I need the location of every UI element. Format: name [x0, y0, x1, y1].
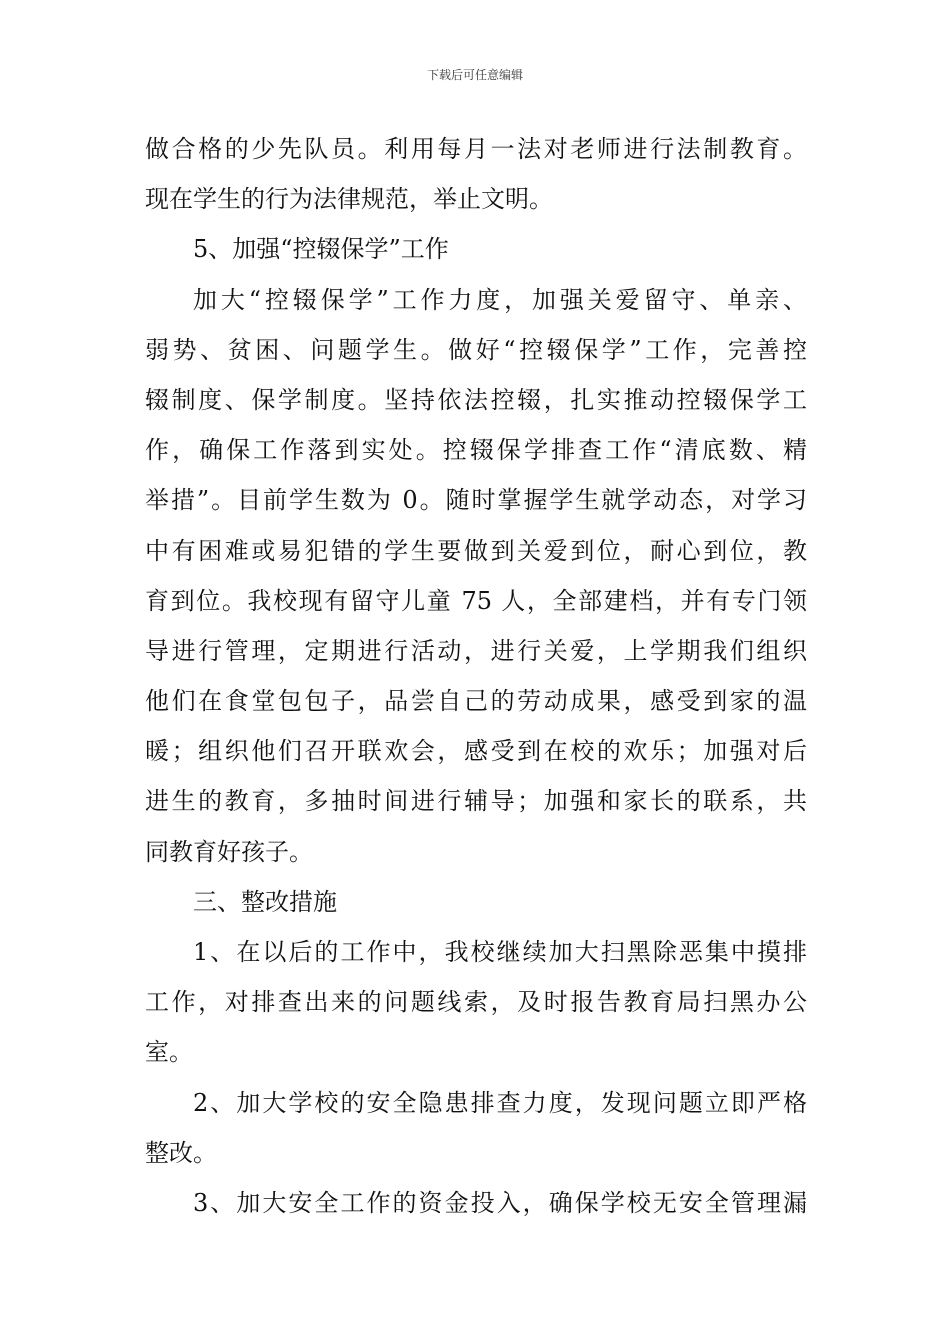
- text-line: 做合格的少先队员。利用每月一法对老师进行法制教育。: [145, 135, 807, 163]
- text-line: 室。: [145, 1038, 193, 1067]
- page-header: 下载后可任意编辑: [426, 68, 523, 82]
- text-line: 育到位。我校现有留守儿童 75 人，全部建档，并有专门领: [145, 586, 807, 615]
- text-line: 中有困难或易犯错的学生要做到关爱到位，耐心到位，教: [145, 536, 807, 565]
- text-line: 导进行管理，定期进行活动，进行关爱，上学期我们组织: [145, 636, 807, 665]
- text-line: 加大“控辍保学”工作力度，加强关爱留守、单亲、: [193, 285, 807, 314]
- text-line: 现在学生的行为法律规范，举止文明。: [145, 185, 553, 214]
- text-line: 5、加强“控辍保学”工作: [193, 235, 449, 264]
- text-line: 整改。: [145, 1138, 217, 1167]
- text-line: 辍制度、保学制度。坚持依法控辍，扎实推动控辍保学工: [145, 385, 807, 414]
- text-line: 举措”。目前学生数为 0。随时掌握学生就学动态，对学习: [145, 486, 807, 515]
- text-line: 作，确保工作落到实处。控辍保学排查工作“清底数、精: [145, 436, 807, 465]
- text-line: 进生的教育，多抽时间进行辅导；加强和家长的联系，共: [145, 787, 807, 816]
- text-line: 同教育好孩子。: [145, 837, 313, 866]
- text-line: 2、加大学校的安全隐患排查力度，发现问题立即严格: [193, 1088, 807, 1117]
- text-line: 3、加大安全工作的资金投入，确保学校无安全管理漏: [193, 1188, 807, 1217]
- text-line: 他们在食堂包包子，品尝自己的劳动成果，感受到家的温: [145, 687, 807, 716]
- text-line: 工作，对排查出来的问题线索，及时报告教育局扫黑办公: [145, 988, 807, 1017]
- document-body: [145, 124, 807, 1228]
- text-line: 弱势、贫困、问题学生。做好“控辍保学”工作，完善控: [145, 335, 807, 364]
- text-line: 1、在以后的工作中，我校继续加大扫黑除恶集中摸排: [193, 938, 807, 966]
- text-line: 三、整改措施: [193, 887, 337, 916]
- text-line: 暖；组织他们召开联欢会，感受到在校的欢乐；加强对后: [145, 737, 807, 766]
